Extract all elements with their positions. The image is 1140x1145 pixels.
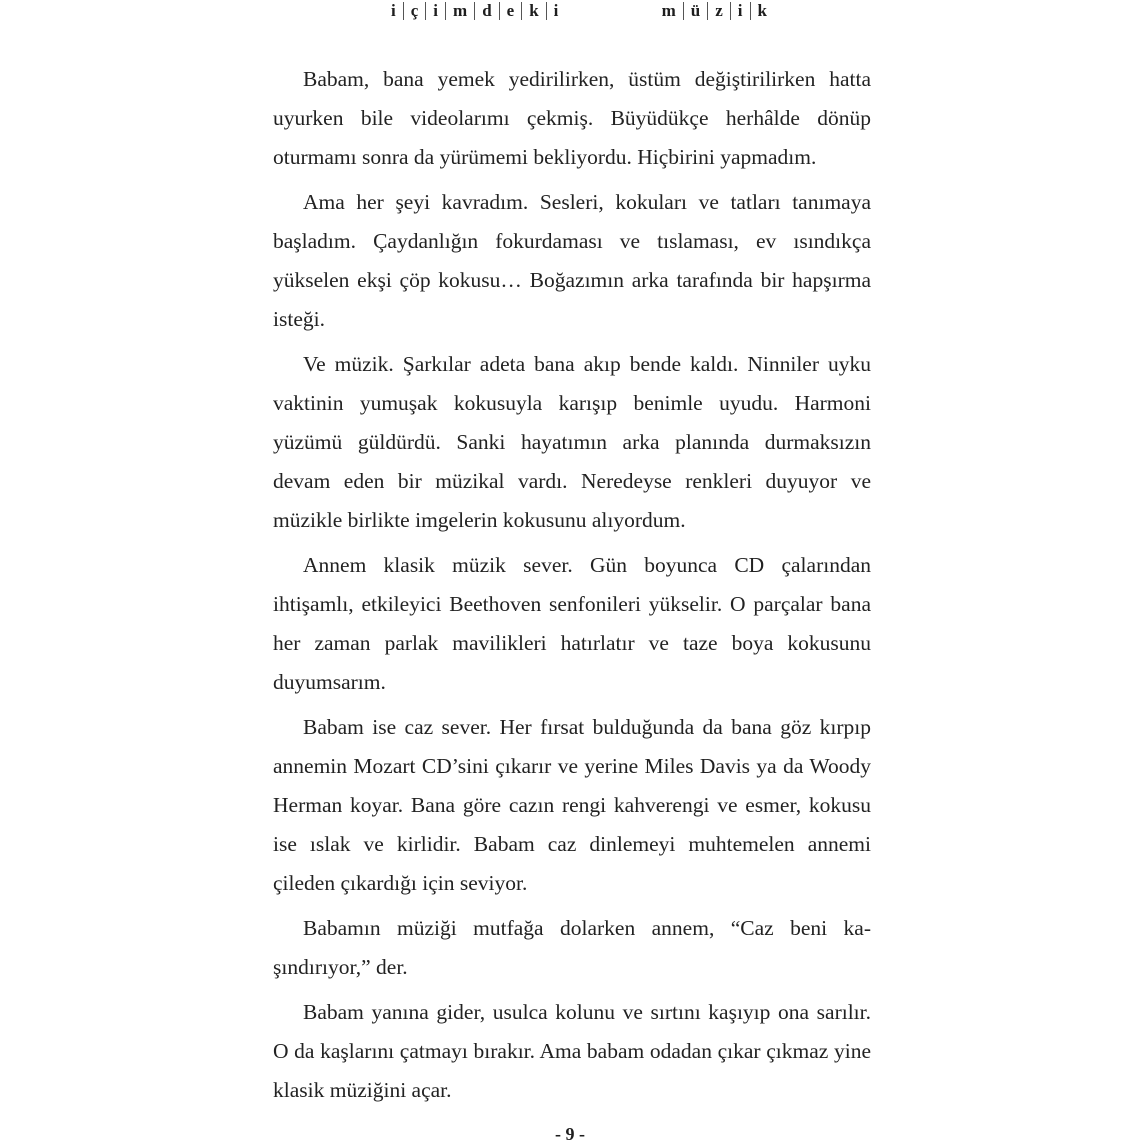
- header-letter: i: [731, 2, 751, 20]
- header-letter: ç: [404, 2, 427, 20]
- paragraph: Ama her şeyi kavradım. Sesleri, kokuları ve tatları tanımaya başladım. Çaydanlığın fokurdaması ve tıslaması, ev ısındıkça yükselen ekşi çöp kokusu… Boğazımın arka tarafında bir hapşırma isteği.: [273, 190, 871, 331]
- header-letter: i: [384, 2, 404, 20]
- header-letter: e: [500, 2, 523, 20]
- header-letter: i: [426, 2, 446, 20]
- header-letter: i: [553, 1, 559, 20]
- header-title-word-2: [655, 2, 774, 20]
- header-letter: k: [522, 2, 546, 20]
- header-letter: d: [475, 2, 499, 20]
- header-letter: ü: [684, 2, 708, 20]
- paragraph: Ve müzik. Şarkılar adeta bana akıp bende kaldı. Ninniler uyku vaktinin yumuşak kokusuyla karışıp benimle uyudu. Harmoni yüzümü güldürdü. Sanki hayatımın arka planında durmaksızın devam eden bir müzikal vardı. Neredeyse renkleri duyuyor ve müzikle birlikte imgelerin kokusunu alıyordum.: [273, 352, 871, 532]
- header-letter: m: [655, 2, 684, 20]
- header-letter: m: [446, 2, 475, 20]
- paragraph: Babam ise caz sever. Her fırsat bulduğunda da bana göz kırpıp annemin Mozart CD’sini çıkarır ve yerine Miles Davis ya da Woody Herman koyar. Bana göre cazın rengi kahverengi ve esmer, kokusu ise ıslak ve kirlidir. Babam caz dinlemeyi muhtemelen annemi çileden çıkardığı için seviyor.: [273, 715, 871, 895]
- header-letter: z: [708, 2, 731, 20]
- page-number: - 9 -: [555, 1124, 585, 1144]
- running-header: [384, 2, 774, 20]
- paragraph: Annem klasik müzik sever. Gün boyunca CD çalarından ihtişamlı, etkileyici Beethoven senfonileri yükselir. O parçalar bana her zaman parlak mavilikleri hatırlatır ve taze boya kokusunu duyumsarım.: [273, 553, 871, 694]
- body-text: [273, 60, 871, 1116]
- header-title-word-1: [384, 2, 565, 20]
- paragraph: Babamın müziği mutfağa dolarken annem, “Caz beni kaşındırıyor,” der.: [273, 916, 871, 979]
- paragraph: Babam, bana yemek yedirilirken, üstüm değiştirilirken hatta uyurken bile videolarımı çekmiş. Büyüdükçe herhâlde dönüp oturmamı sonra da yürümemi bekliyordu. Hiçbirini yapmadım.: [273, 67, 871, 169]
- header-letter: k: [757, 1, 767, 20]
- paragraph: Babam yanına gider, usulca kolunu ve sırtını kaşıyıp ona sarılır. O da kaşlarını çatmayı bırakır. Ama babam odadan çıkar çıkmaz yine klasik müziğini açar.: [273, 1000, 871, 1102]
